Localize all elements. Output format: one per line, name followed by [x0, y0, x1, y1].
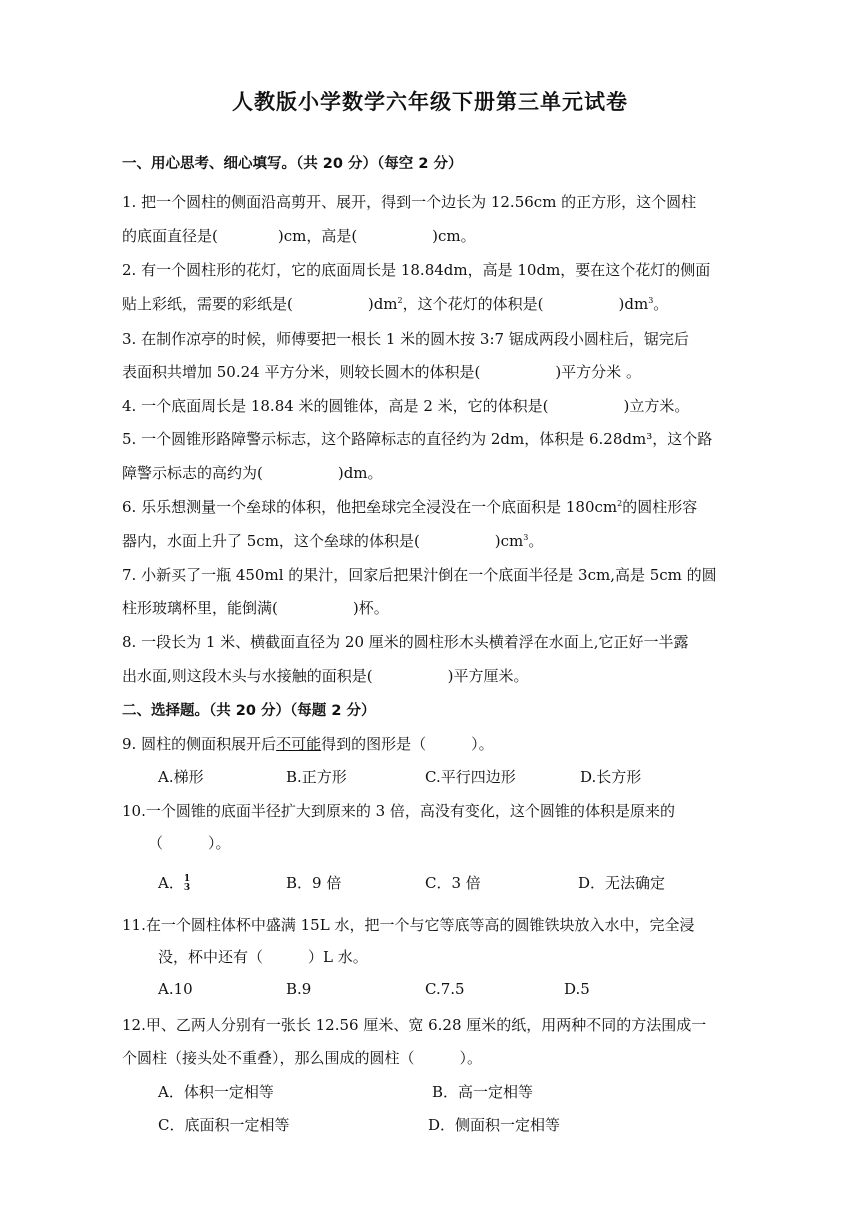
section-heading-fill-blank: 一、用心思考、细心填写。（共 20 分）（每空 2 分） [122, 156, 463, 172]
fraction-denominator: 3 [183, 883, 191, 893]
question-7-line-2: 柱形玻璃杯里，能倒满( )杯。 [122, 599, 389, 617]
question-2-text: 贴上彩纸，需要的彩纸是( )dm [122, 295, 398, 313]
fraction-one-third [184, 875, 190, 893]
question-6-line-1 [122, 496, 697, 517]
question-6-text: 。 [528, 532, 544, 550]
question-6-line-2 [122, 530, 543, 551]
question-11-line-1: 11.在一个圆柱体杯中盛满 15L 水，把一个与它等底等高的圆锥铁块放入水中，完全浸 [122, 916, 695, 934]
question-10-line-1: 10.一个圆锥的底面半径扩大到原来的 3 倍，高没有变化，这个圆锥的体积是原来的 [122, 802, 675, 820]
question-10-option-d: D．无法确定 [578, 874, 666, 892]
question-10-option-b: B．9 倍 [286, 874, 342, 892]
question-9-option-a: A.梯形 [158, 768, 204, 786]
question-2-line-1: 2. 有一个圆柱形的花灯，它的底面周长是 18.84dm，高是 10dm，要在这个花灯的侧面 [122, 261, 711, 279]
question-4: 4. 一个底面周长是 18.84 米的圆锥体，高是 2 米，它的体积是( )立方米。 [122, 397, 690, 415]
question-12-option-d: D．侧面积一定相等 [428, 1116, 561, 1134]
fraction-numerator: 1 [183, 874, 191, 884]
question-7-line-1: 7. 小新买了一瓶 450ml 的果汁，回家后把果汁倒在一个底面半径是 3cm,高是 5cm 的圆 [122, 566, 717, 584]
question-9-option-c: C.平行四边形 [425, 768, 516, 786]
superscript: 3 [648, 296, 654, 305]
question-11-line-2: 没，杯中还有（ ）L 水。 [158, 948, 368, 966]
question-6-text: 6. 乐乐想测量一个垒球的体积，他把垒球完全浸没在一个底面积是 180cm [122, 498, 618, 516]
question-11-option-b: B.9 [286, 980, 312, 998]
question-12-line-1: 12.甲、乙两人分别有一张长 12.56 厘米、宽 6.28 厘米的纸，用两种不同的方法围成一 [122, 1016, 707, 1034]
question-8-line-1: 8. 一段长为 1 米、横截面直径为 20 厘米的圆柱形木头横着浮在水面上,它正好一半露 [122, 633, 689, 651]
question-3-line-2: 表面积共增加 50.24 平方分米，则较长圆木的体积是( )平方分米 。 [122, 363, 641, 381]
question-5-line-2: 障警示标志的高约为( )dm。 [122, 464, 383, 482]
superscript: 2 [617, 499, 623, 508]
question-11-option-d: D.5 [564, 980, 590, 998]
question-12-line-2: 个圆柱（接头处不重叠），那么围成的圆柱（ ）。 [122, 1049, 483, 1067]
superscript: 2 [397, 296, 403, 305]
question-9-text: 9. 圆柱的侧面积展开后 [122, 735, 277, 753]
superscript: 3 [523, 533, 529, 542]
question-10-option-a [158, 872, 190, 893]
section-heading-choice: 二、选择题。（共 20 分）（每题 2 分） [122, 703, 376, 719]
question-12-option-a: A．体积一定相等 [158, 1083, 274, 1101]
question-9-option-d: D.长方形 [580, 768, 642, 786]
question-2-text: 。 [653, 295, 669, 313]
question-5-line-1: 5. 一个圆锥形路障警示标志，这个路障标志的直径约为 2dm，体积是 6.28dm³，这个路 [122, 430, 713, 448]
question-10-line-2: （ ）。 [148, 834, 231, 852]
question-9-underlined: 不可能 [276, 735, 322, 753]
question-9-text: 得到的图形是（ ）。 [321, 735, 494, 753]
question-9-option-b: B.正方形 [286, 768, 347, 786]
question-12-option-c: C．底面积一定相等 [158, 1116, 290, 1134]
question-8-line-2: 出水面,则这段木头与水接触的面积是( )平方厘米。 [122, 667, 529, 685]
question-11-option-a: A.10 [158, 980, 193, 998]
question-2-line-2 [122, 293, 668, 314]
question-12-option-b: B．高一定相等 [432, 1083, 534, 1101]
question-1-line-1: 1. 把一个圆柱的侧面沿高剪开、展开，得到一个边长为 12.56cm 的正方形，这个圆柱 [122, 193, 697, 211]
question-6-text: 的圆柱形容 [622, 498, 698, 516]
page-title: 人教版小学数学六年级下册第三单元试卷 [232, 90, 628, 114]
option-label: A． [158, 874, 184, 892]
question-1-line-2: 的底面直径是( )cm，高是( )cm。 [122, 227, 476, 245]
question-10-option-c: C．3 倍 [425, 874, 481, 892]
question-11-option-c: C.7.5 [425, 980, 465, 998]
question-2-text: ，这个花灯的体积是( )dm [402, 295, 649, 313]
question-3-line-1: 3. 在制作凉亭的时候，师傅要把一根长 1 米的圆木按 3:7 锯成两段小圆柱后，锯完后 [122, 330, 689, 348]
question-6-text: 器内，水面上升了 5cm，这个垒球的体积是( )cm [122, 532, 524, 550]
question-9 [122, 733, 494, 754]
